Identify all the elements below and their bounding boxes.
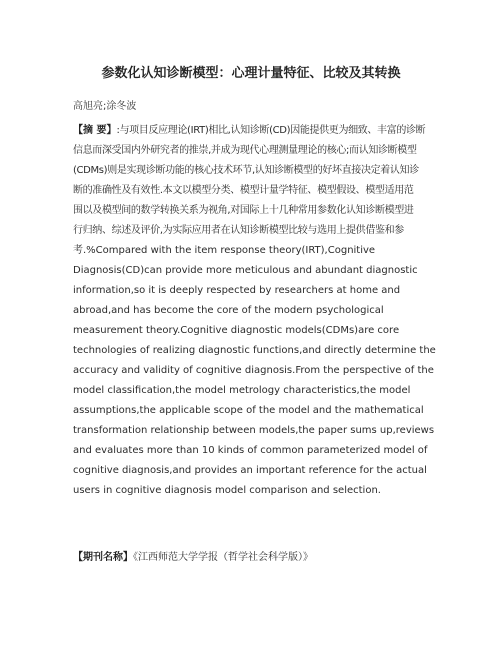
abstract-label: 【摘 要】 bbox=[73, 125, 117, 136]
abstract-line: transformation relationship between models,the paper sums up,reviews bbox=[73, 425, 435, 436]
abstract-line: measurement theory.Cognitive diagnostic models(CDMs)are core bbox=[73, 325, 400, 336]
abstract-line: abroad,and has become the core of the modern psychological bbox=[73, 305, 384, 316]
abstract-line: 信息而深受国内外研究者的推崇,并成为现代心理测量理论的核心;而认知诊断模型 bbox=[73, 145, 417, 156]
journal-line bbox=[73, 548, 313, 563]
abstract-line: assumptions,the applicable scope of the model and the mathematical bbox=[73, 405, 424, 416]
abstract-line: 断的准确性及有效性.本文以模型分类、模型计量学特征、模型假设、模型适用范 bbox=[73, 185, 414, 196]
abstract-line: 围以及模型间的数学转换关系为视角,对国际上十几种常用参数化认知诊断模型进 bbox=[73, 205, 414, 216]
abstract-line: accuracy and validity of cognitive diagnosis.From the perspective of the bbox=[73, 365, 434, 376]
abstract-block bbox=[73, 121, 436, 501]
paper-authors: 高旭亮;涂冬波 bbox=[73, 101, 137, 112]
abstract-line: 考.%Compared with the item response theory(IRT),Cognitive bbox=[73, 245, 376, 256]
abstract-line: model classification,the model metrology characteristics,the model bbox=[73, 385, 411, 396]
abstract-line: (CDMs)则是实现诊断功能的核心技术环节,认知诊断模型的好坏直接决定着认知诊 bbox=[73, 165, 419, 176]
abstract-line: technologies of realizing diagnostic functions,and directly determine the bbox=[73, 345, 436, 356]
abstract-line: 行归纳、综述及评价,为实际应用者在认知诊断模型比较与选用上提供借鉴和参 bbox=[73, 225, 404, 236]
abstract-line: Diagnosis(CD)can provide more meticulous and abundant diagnostic bbox=[73, 265, 418, 276]
abstract-line bbox=[73, 121, 433, 141]
journal-name: 《江西师范大学学报（哲学社会科学版）》 bbox=[133, 552, 313, 563]
abstract-line: users in cognitive diagnosis model comparison and selection. bbox=[73, 485, 381, 496]
journal-label: 【期刊名称】 bbox=[73, 552, 133, 563]
abstract-line: and evaluates more than 10 kinds of common parameterized model of bbox=[73, 445, 428, 456]
abstract-line: information,so it is deeply respected by researchers at home and bbox=[73, 285, 401, 296]
paper-title: 参数化认知诊断模型：心理计量特征、比较及其转换 bbox=[101, 66, 401, 81]
abstract-line-text: :与项目反应理论(IRT)相比,认知诊断(CD)因能提供更为细致、丰富的诊断 bbox=[116, 125, 426, 136]
abstract-line: cognitive diagnosis,and provides an important reference for the actual bbox=[73, 465, 427, 476]
